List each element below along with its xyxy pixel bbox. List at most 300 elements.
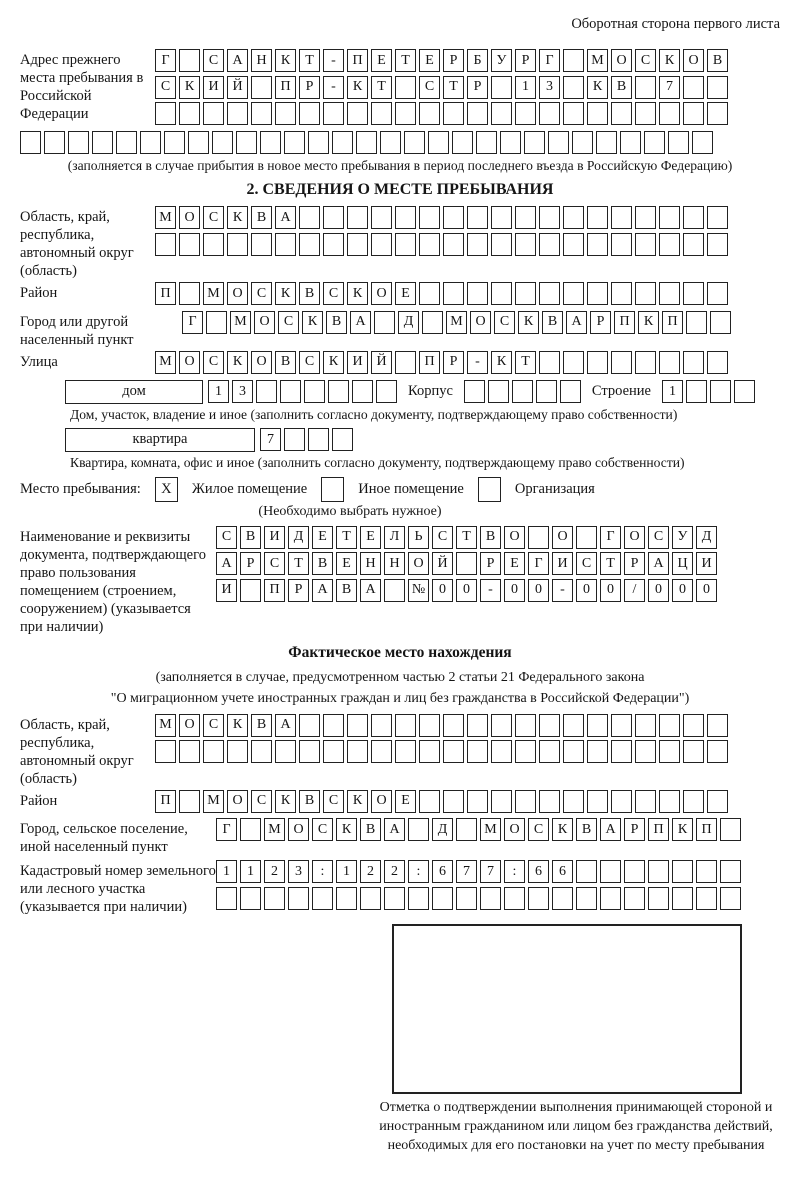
- char-cell[interactable]: [707, 714, 728, 737]
- char-cell[interactable]: [443, 790, 464, 813]
- char-cell[interactable]: [456, 887, 477, 910]
- char-cell[interactable]: [212, 131, 233, 154]
- char-cell[interactable]: 0: [528, 579, 549, 602]
- char-cell[interactable]: С: [323, 790, 344, 813]
- char-cell[interactable]: [467, 233, 488, 256]
- char-cell[interactable]: О: [227, 282, 248, 305]
- char-cell[interactable]: [328, 380, 349, 403]
- char-cell[interactable]: [563, 206, 584, 229]
- char-cell[interactable]: Д: [432, 818, 453, 841]
- char-cell[interactable]: [347, 714, 368, 737]
- char-cell[interactable]: Р: [515, 49, 536, 72]
- char-cell[interactable]: Н: [360, 552, 381, 575]
- char-cell[interactable]: С: [264, 552, 285, 575]
- char-cell[interactable]: [528, 887, 549, 910]
- char-cell[interactable]: А: [384, 818, 405, 841]
- char-cell[interactable]: 0: [648, 579, 669, 602]
- char-cell[interactable]: О: [504, 526, 525, 549]
- char-cell[interactable]: [515, 790, 536, 813]
- char-cell[interactable]: [336, 887, 357, 910]
- char-cell[interactable]: М: [155, 351, 176, 374]
- char-cell[interactable]: Р: [480, 552, 501, 575]
- char-cell[interactable]: [332, 428, 353, 451]
- char-cell[interactable]: [539, 102, 560, 125]
- char-cell[interactable]: :: [312, 860, 333, 883]
- char-cell[interactable]: [600, 860, 621, 883]
- char-cell[interactable]: [707, 206, 728, 229]
- char-cell[interactable]: 7: [659, 76, 680, 99]
- char-cell[interactable]: М: [155, 206, 176, 229]
- char-cell[interactable]: К: [275, 790, 296, 813]
- char-cell[interactable]: [491, 790, 512, 813]
- char-cell[interactable]: О: [179, 351, 200, 374]
- char-cell[interactable]: Е: [504, 552, 525, 575]
- char-cell[interactable]: [515, 233, 536, 256]
- char-cell[interactable]: Е: [395, 790, 416, 813]
- char-cell[interactable]: [587, 102, 608, 125]
- char-cell[interactable]: [443, 206, 464, 229]
- char-cell[interactable]: А: [216, 552, 237, 575]
- char-cell[interactable]: О: [227, 790, 248, 813]
- char-cell[interactable]: М: [155, 714, 176, 737]
- char-cell[interactable]: В: [480, 526, 501, 549]
- char-cell[interactable]: М: [480, 818, 501, 841]
- char-cell[interactable]: [203, 233, 224, 256]
- char-cell[interactable]: [686, 311, 707, 334]
- char-cell[interactable]: [299, 714, 320, 737]
- char-cell[interactable]: 6: [552, 860, 573, 883]
- char-cell[interactable]: [216, 887, 237, 910]
- char-cell[interactable]: [563, 282, 584, 305]
- char-cell[interactable]: А: [566, 311, 587, 334]
- char-cell[interactable]: П: [347, 49, 368, 72]
- char-cell[interactable]: [539, 740, 560, 763]
- char-cell[interactable]: [206, 311, 227, 334]
- char-cell[interactable]: О: [470, 311, 491, 334]
- char-cell[interactable]: [720, 818, 741, 841]
- char-cell[interactable]: [347, 740, 368, 763]
- char-cell[interactable]: [648, 887, 669, 910]
- char-cell[interactable]: Р: [240, 552, 261, 575]
- char-cell[interactable]: К: [227, 351, 248, 374]
- char-cell[interactable]: К: [275, 49, 296, 72]
- char-cell[interactable]: [44, 131, 65, 154]
- char-cell[interactable]: [707, 102, 728, 125]
- char-cell[interactable]: [696, 860, 717, 883]
- char-cell[interactable]: [683, 76, 704, 99]
- char-cell[interactable]: М: [587, 49, 608, 72]
- char-cell[interactable]: [140, 131, 161, 154]
- char-cell[interactable]: М: [230, 311, 251, 334]
- char-cell[interactable]: А: [648, 552, 669, 575]
- char-cell[interactable]: Т: [395, 49, 416, 72]
- char-cell[interactable]: Т: [299, 49, 320, 72]
- char-cell[interactable]: [611, 740, 632, 763]
- char-cell[interactable]: 1: [216, 860, 237, 883]
- char-cell[interactable]: [683, 282, 704, 305]
- char-cell[interactable]: [587, 714, 608, 737]
- char-cell[interactable]: [563, 740, 584, 763]
- char-cell[interactable]: [371, 102, 392, 125]
- char-cell[interactable]: [710, 311, 731, 334]
- char-cell[interactable]: 7: [456, 860, 477, 883]
- char-cell[interactable]: В: [251, 206, 272, 229]
- char-cell[interactable]: [563, 233, 584, 256]
- char-cell[interactable]: [419, 790, 440, 813]
- char-cell[interactable]: Р: [467, 76, 488, 99]
- char-cell[interactable]: [288, 887, 309, 910]
- char-cell[interactable]: В: [611, 76, 632, 99]
- char-cell[interactable]: Й: [432, 552, 453, 575]
- char-cell[interactable]: [395, 76, 416, 99]
- char-cell[interactable]: [467, 282, 488, 305]
- char-cell[interactable]: К: [336, 818, 357, 841]
- char-cell[interactable]: [491, 714, 512, 737]
- char-cell[interactable]: [304, 380, 325, 403]
- char-cell[interactable]: А: [350, 311, 371, 334]
- char-cell[interactable]: [443, 233, 464, 256]
- char-cell[interactable]: Ц: [672, 552, 693, 575]
- stay-type-checkbox-other-premises[interactable]: [321, 477, 344, 502]
- char-cell[interactable]: О: [179, 206, 200, 229]
- char-cell[interactable]: Е: [419, 49, 440, 72]
- char-cell[interactable]: Г: [539, 49, 560, 72]
- char-cell[interactable]: С: [299, 351, 320, 374]
- char-cell[interactable]: 7: [480, 860, 501, 883]
- char-cell[interactable]: К: [638, 311, 659, 334]
- char-cell[interactable]: [380, 131, 401, 154]
- char-cell[interactable]: [734, 380, 755, 403]
- char-cell[interactable]: [512, 380, 533, 403]
- char-cell[interactable]: 0: [432, 579, 453, 602]
- char-cell[interactable]: Й: [227, 76, 248, 99]
- char-cell[interactable]: А: [360, 579, 381, 602]
- char-cell[interactable]: [432, 887, 453, 910]
- char-cell[interactable]: [587, 282, 608, 305]
- char-cell[interactable]: Р: [624, 818, 645, 841]
- char-cell[interactable]: [452, 131, 473, 154]
- char-cell[interactable]: К: [323, 351, 344, 374]
- char-cell[interactable]: [404, 131, 425, 154]
- char-cell[interactable]: [611, 282, 632, 305]
- char-cell[interactable]: [227, 233, 248, 256]
- char-cell[interactable]: 2: [384, 860, 405, 883]
- char-cell[interactable]: В: [312, 552, 333, 575]
- char-cell[interactable]: [395, 233, 416, 256]
- char-cell[interactable]: [563, 102, 584, 125]
- char-cell[interactable]: [179, 740, 200, 763]
- char-cell[interactable]: С: [312, 818, 333, 841]
- char-cell[interactable]: [251, 740, 272, 763]
- char-cell[interactable]: М: [203, 282, 224, 305]
- char-cell[interactable]: В: [707, 49, 728, 72]
- char-cell[interactable]: 0: [456, 579, 477, 602]
- char-cell[interactable]: В: [251, 714, 272, 737]
- char-cell[interactable]: [164, 131, 185, 154]
- char-cell[interactable]: С: [251, 282, 272, 305]
- char-cell[interactable]: И: [203, 76, 224, 99]
- char-cell[interactable]: [635, 351, 656, 374]
- char-cell[interactable]: [611, 351, 632, 374]
- char-cell[interactable]: [563, 49, 584, 72]
- char-cell[interactable]: О: [683, 49, 704, 72]
- char-cell[interactable]: [548, 131, 569, 154]
- char-cell[interactable]: [203, 740, 224, 763]
- char-cell[interactable]: У: [491, 49, 512, 72]
- char-cell[interactable]: К: [347, 76, 368, 99]
- char-cell[interactable]: П: [662, 311, 683, 334]
- char-cell[interactable]: [419, 740, 440, 763]
- char-cell[interactable]: [284, 131, 305, 154]
- char-cell[interactable]: [467, 714, 488, 737]
- char-cell[interactable]: [720, 860, 741, 883]
- char-cell[interactable]: [683, 740, 704, 763]
- char-cell[interactable]: [683, 790, 704, 813]
- char-cell[interactable]: 0: [696, 579, 717, 602]
- char-cell[interactable]: Т: [443, 76, 464, 99]
- char-cell[interactable]: [659, 282, 680, 305]
- char-cell[interactable]: Г: [528, 552, 549, 575]
- char-cell[interactable]: К: [302, 311, 323, 334]
- char-cell[interactable]: [395, 206, 416, 229]
- char-cell[interactable]: А: [600, 818, 621, 841]
- char-cell[interactable]: С: [528, 818, 549, 841]
- char-cell[interactable]: [419, 282, 440, 305]
- char-cell[interactable]: Й: [371, 351, 392, 374]
- char-cell[interactable]: [707, 233, 728, 256]
- char-cell[interactable]: 6: [432, 860, 453, 883]
- char-cell[interactable]: [299, 206, 320, 229]
- char-cell[interactable]: Л: [384, 526, 405, 549]
- char-cell[interactable]: [539, 206, 560, 229]
- char-cell[interactable]: К: [227, 206, 248, 229]
- char-cell[interactable]: Т: [600, 552, 621, 575]
- char-cell[interactable]: [707, 790, 728, 813]
- char-cell[interactable]: [539, 282, 560, 305]
- char-cell[interactable]: Б: [467, 49, 488, 72]
- char-cell[interactable]: [347, 233, 368, 256]
- char-cell[interactable]: С: [203, 714, 224, 737]
- char-cell[interactable]: [635, 76, 656, 99]
- char-cell[interactable]: К: [587, 76, 608, 99]
- char-cell[interactable]: Д: [696, 526, 717, 549]
- char-cell[interactable]: [563, 790, 584, 813]
- char-cell[interactable]: [611, 790, 632, 813]
- char-cell[interactable]: [611, 233, 632, 256]
- char-cell[interactable]: [323, 714, 344, 737]
- char-cell[interactable]: [491, 282, 512, 305]
- char-cell[interactable]: [240, 887, 261, 910]
- char-cell[interactable]: [260, 131, 281, 154]
- char-cell[interactable]: [371, 233, 392, 256]
- char-cell[interactable]: [635, 233, 656, 256]
- char-cell[interactable]: Н: [251, 49, 272, 72]
- char-cell[interactable]: [659, 790, 680, 813]
- char-cell[interactable]: [611, 714, 632, 737]
- char-cell[interactable]: [659, 102, 680, 125]
- char-cell[interactable]: 0: [576, 579, 597, 602]
- char-cell[interactable]: Т: [456, 526, 477, 549]
- char-cell[interactable]: [659, 233, 680, 256]
- char-cell[interactable]: М: [446, 311, 467, 334]
- char-cell[interactable]: [683, 206, 704, 229]
- char-cell[interactable]: [707, 351, 728, 374]
- char-cell[interactable]: [323, 233, 344, 256]
- char-cell[interactable]: [491, 740, 512, 763]
- char-cell[interactable]: [347, 206, 368, 229]
- char-cell[interactable]: [552, 887, 573, 910]
- char-cell[interactable]: И: [552, 552, 573, 575]
- char-cell[interactable]: [360, 887, 381, 910]
- char-cell[interactable]: С: [635, 49, 656, 72]
- char-cell[interactable]: К: [518, 311, 539, 334]
- char-cell[interactable]: М: [203, 790, 224, 813]
- char-cell[interactable]: [374, 311, 395, 334]
- char-cell[interactable]: [284, 428, 305, 451]
- char-cell[interactable]: [635, 790, 656, 813]
- stay-type-checkbox-organization[interactable]: [478, 477, 501, 502]
- char-cell[interactable]: [491, 76, 512, 99]
- char-cell[interactable]: Е: [312, 526, 333, 549]
- char-cell[interactable]: Д: [398, 311, 419, 334]
- char-cell[interactable]: [251, 102, 272, 125]
- char-cell[interactable]: [644, 131, 665, 154]
- char-cell[interactable]: Р: [590, 311, 611, 334]
- char-cell[interactable]: [600, 887, 621, 910]
- char-cell[interactable]: [683, 714, 704, 737]
- char-cell[interactable]: Н: [384, 552, 405, 575]
- char-cell[interactable]: С: [648, 526, 669, 549]
- char-cell[interactable]: [280, 380, 301, 403]
- char-cell[interactable]: [620, 131, 641, 154]
- char-cell[interactable]: [203, 102, 224, 125]
- char-cell[interactable]: [179, 49, 200, 72]
- char-cell[interactable]: 6: [528, 860, 549, 883]
- char-cell[interactable]: [264, 887, 285, 910]
- char-cell[interactable]: [476, 131, 497, 154]
- char-cell[interactable]: С: [251, 790, 272, 813]
- char-cell[interactable]: [376, 380, 397, 403]
- char-cell[interactable]: С: [278, 311, 299, 334]
- char-cell[interactable]: 1: [515, 76, 536, 99]
- char-cell[interactable]: [20, 131, 41, 154]
- char-cell[interactable]: [395, 102, 416, 125]
- char-cell[interactable]: [456, 552, 477, 575]
- char-cell[interactable]: С: [432, 526, 453, 549]
- char-cell[interactable]: [299, 233, 320, 256]
- char-cell[interactable]: О: [179, 714, 200, 737]
- char-cell[interactable]: [536, 380, 557, 403]
- char-cell[interactable]: [659, 714, 680, 737]
- char-cell[interactable]: У: [672, 526, 693, 549]
- char-cell[interactable]: [419, 233, 440, 256]
- char-cell[interactable]: В: [576, 818, 597, 841]
- char-cell[interactable]: 3: [539, 76, 560, 99]
- char-cell[interactable]: [539, 233, 560, 256]
- char-cell[interactable]: П: [264, 579, 285, 602]
- char-cell[interactable]: [672, 887, 693, 910]
- char-cell[interactable]: [576, 860, 597, 883]
- char-cell[interactable]: [515, 206, 536, 229]
- char-cell[interactable]: [500, 131, 521, 154]
- char-cell[interactable]: В: [299, 282, 320, 305]
- char-cell[interactable]: К: [347, 282, 368, 305]
- char-cell[interactable]: С: [203, 351, 224, 374]
- char-cell[interactable]: [188, 131, 209, 154]
- char-cell[interactable]: А: [227, 49, 248, 72]
- char-cell[interactable]: [587, 790, 608, 813]
- char-cell[interactable]: [563, 76, 584, 99]
- char-cell[interactable]: [384, 579, 405, 602]
- char-cell[interactable]: [352, 380, 373, 403]
- char-cell[interactable]: В: [542, 311, 563, 334]
- char-cell[interactable]: [587, 740, 608, 763]
- char-cell[interactable]: 0: [672, 579, 693, 602]
- char-cell[interactable]: [371, 714, 392, 737]
- char-cell[interactable]: [155, 233, 176, 256]
- char-cell[interactable]: [299, 102, 320, 125]
- char-cell[interactable]: О: [624, 526, 645, 549]
- char-cell[interactable]: [408, 887, 429, 910]
- char-cell[interactable]: [683, 351, 704, 374]
- char-cell[interactable]: [560, 380, 581, 403]
- char-cell[interactable]: [683, 233, 704, 256]
- char-cell[interactable]: [710, 380, 731, 403]
- char-cell[interactable]: О: [251, 351, 272, 374]
- char-cell[interactable]: :: [504, 860, 525, 883]
- char-cell[interactable]: [456, 818, 477, 841]
- char-cell[interactable]: Е: [395, 282, 416, 305]
- char-cell[interactable]: [720, 887, 741, 910]
- char-cell[interactable]: [395, 740, 416, 763]
- char-cell[interactable]: [515, 714, 536, 737]
- char-cell[interactable]: [707, 740, 728, 763]
- char-cell[interactable]: [635, 714, 656, 737]
- char-cell[interactable]: 7: [260, 428, 281, 451]
- char-cell[interactable]: [443, 740, 464, 763]
- char-cell[interactable]: [251, 233, 272, 256]
- char-cell[interactable]: [227, 740, 248, 763]
- char-cell[interactable]: В: [326, 311, 347, 334]
- char-cell[interactable]: [443, 714, 464, 737]
- char-cell[interactable]: [707, 76, 728, 99]
- char-cell[interactable]: К: [347, 790, 368, 813]
- char-cell[interactable]: К: [659, 49, 680, 72]
- char-cell[interactable]: Е: [360, 526, 381, 549]
- char-cell[interactable]: [515, 102, 536, 125]
- char-cell[interactable]: В: [240, 526, 261, 549]
- char-cell[interactable]: [68, 131, 89, 154]
- char-cell[interactable]: [683, 102, 704, 125]
- char-cell[interactable]: [179, 102, 200, 125]
- char-cell[interactable]: Г: [600, 526, 621, 549]
- char-cell[interactable]: :: [408, 860, 429, 883]
- char-cell[interactable]: [308, 131, 329, 154]
- char-cell[interactable]: [92, 131, 113, 154]
- char-cell[interactable]: [596, 131, 617, 154]
- char-cell[interactable]: Т: [515, 351, 536, 374]
- char-cell[interactable]: -: [467, 351, 488, 374]
- char-cell[interactable]: [587, 206, 608, 229]
- char-cell[interactable]: Р: [443, 49, 464, 72]
- char-cell[interactable]: Е: [336, 552, 357, 575]
- char-cell[interactable]: [227, 102, 248, 125]
- char-cell[interactable]: [648, 860, 669, 883]
- char-cell[interactable]: [467, 102, 488, 125]
- char-cell[interactable]: [422, 311, 443, 334]
- char-cell[interactable]: Т: [336, 526, 357, 549]
- char-cell[interactable]: [524, 131, 545, 154]
